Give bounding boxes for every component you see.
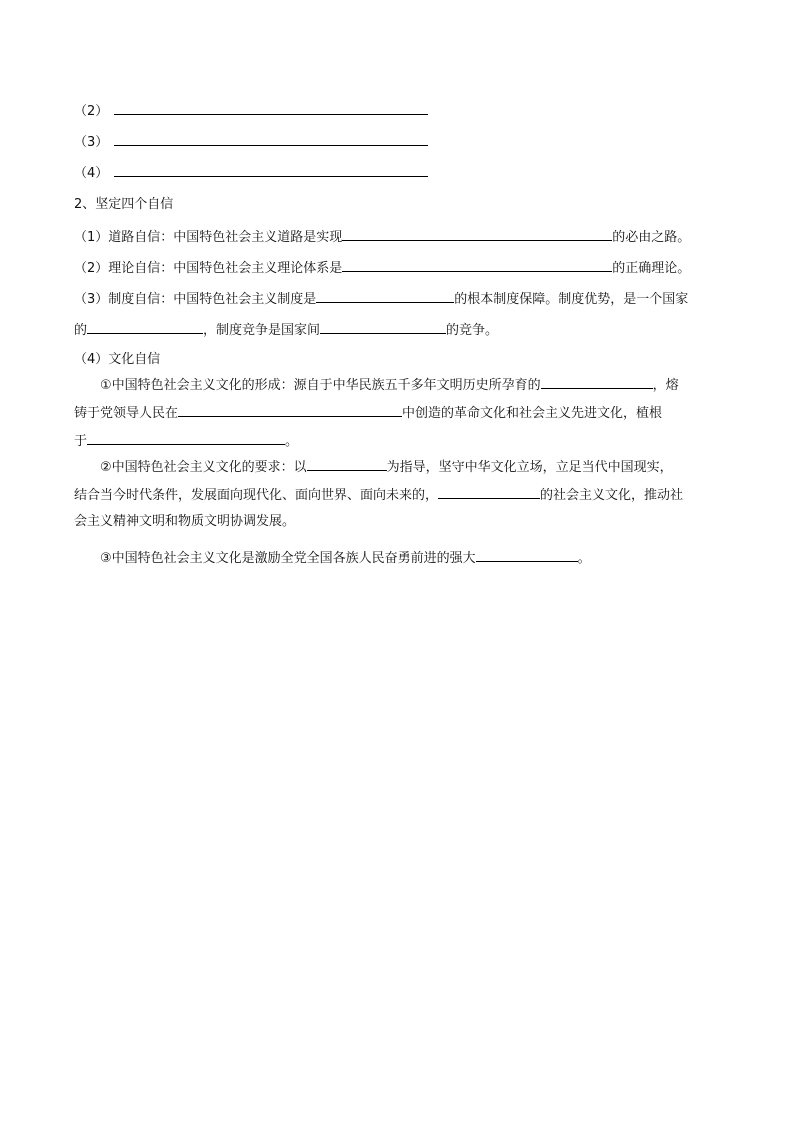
fill-blank[interactable] — [114, 100, 428, 115]
road-confidence — [74, 226, 690, 246]
system-line2-tail: 的竞争。 — [446, 323, 499, 338]
fill-blank[interactable] — [87, 319, 203, 334]
road-label: （1）道路自信：中国特色社会主义道路是实现 — [74, 230, 343, 245]
culture-p1-e: 于 — [74, 434, 88, 449]
fill-blank[interactable] — [114, 131, 428, 146]
fill-blank[interactable] — [316, 288, 454, 303]
item-number: （4） — [74, 166, 109, 181]
fill-blank[interactable] — [541, 374, 653, 389]
culture-p2-line3: 会主义精神文明和物质文明协调发展。 — [74, 514, 296, 529]
culture-p2-b: 为指导，坚守中华文化立场，立足当代中国现实， — [386, 460, 673, 475]
culture-p1-line1 — [100, 374, 679, 394]
culture-p1-line3 — [74, 430, 298, 450]
answer-line-2 — [74, 100, 428, 120]
fill-blank[interactable] — [178, 402, 402, 417]
theory-label: （2）理论自信：中国特色社会主义理论体系是 — [74, 261, 343, 276]
fill-blank[interactable] — [114, 162, 428, 177]
culture-p3-a: ③中国特色社会主义文化是激励全党全国各族人民奋勇前进的强大 — [100, 551, 476, 566]
answer-line-3 — [74, 131, 428, 151]
system-line2-start: 的 — [74, 323, 88, 338]
theory-confidence — [74, 257, 690, 277]
culture-p2-a: ②中国特色社会主义文化的要求：以 — [100, 460, 307, 475]
system-confidence-line2 — [74, 319, 498, 339]
road-tail: 的必由之路。 — [612, 230, 691, 245]
fill-blank[interactable] — [438, 484, 540, 499]
fill-blank[interactable] — [307, 456, 387, 471]
culture-heading: （4）文化自信 — [74, 352, 161, 367]
culture-p2-line1 — [100, 456, 673, 476]
system-line2-mid: ，制度竞争是国家间 — [203, 323, 321, 338]
answer-line-4 — [74, 162, 428, 182]
culture-p1-line2 — [74, 402, 662, 422]
culture-p1-a: ①中国特色社会主义文化的形成：源自于中华民族五千多年文明历史所孕育的 — [100, 378, 541, 393]
system-mid: 的根本制度保障。制度优势，是一个国家 — [454, 292, 689, 307]
item-number: （2） — [74, 104, 109, 119]
culture-p2-d: 的社会主义文化，推动社 — [540, 488, 684, 503]
culture-p1-f: 。 — [285, 434, 299, 449]
system-confidence — [74, 288, 688, 308]
culture-p1-d: 中创造的革命文化和社会主义先进文化，植根 — [402, 406, 663, 421]
item-number: （3） — [74, 135, 109, 150]
culture-p2-c: 结合当今时代条件，发展面向现代化、面向世界、面向未来的， — [74, 488, 439, 503]
culture-p3 — [100, 547, 591, 567]
system-label: （3）制度自信：中国特色社会主义制度是 — [74, 292, 317, 307]
culture-p3-b: 。 — [577, 551, 591, 566]
fill-blank[interactable] — [87, 430, 285, 445]
culture-p1-c: 铸于党领导人民在 — [74, 406, 179, 421]
fill-blank[interactable] — [342, 257, 612, 272]
theory-tail: 的正确理论。 — [612, 261, 691, 276]
fill-blank[interactable] — [320, 319, 446, 334]
culture-p1-b: ，熔 — [652, 378, 679, 393]
section-heading: 2、坚定四个自信 — [74, 197, 174, 212]
fill-blank[interactable] — [476, 547, 578, 562]
fill-blank[interactable] — [342, 226, 612, 241]
culture-p2-line2 — [74, 484, 683, 504]
